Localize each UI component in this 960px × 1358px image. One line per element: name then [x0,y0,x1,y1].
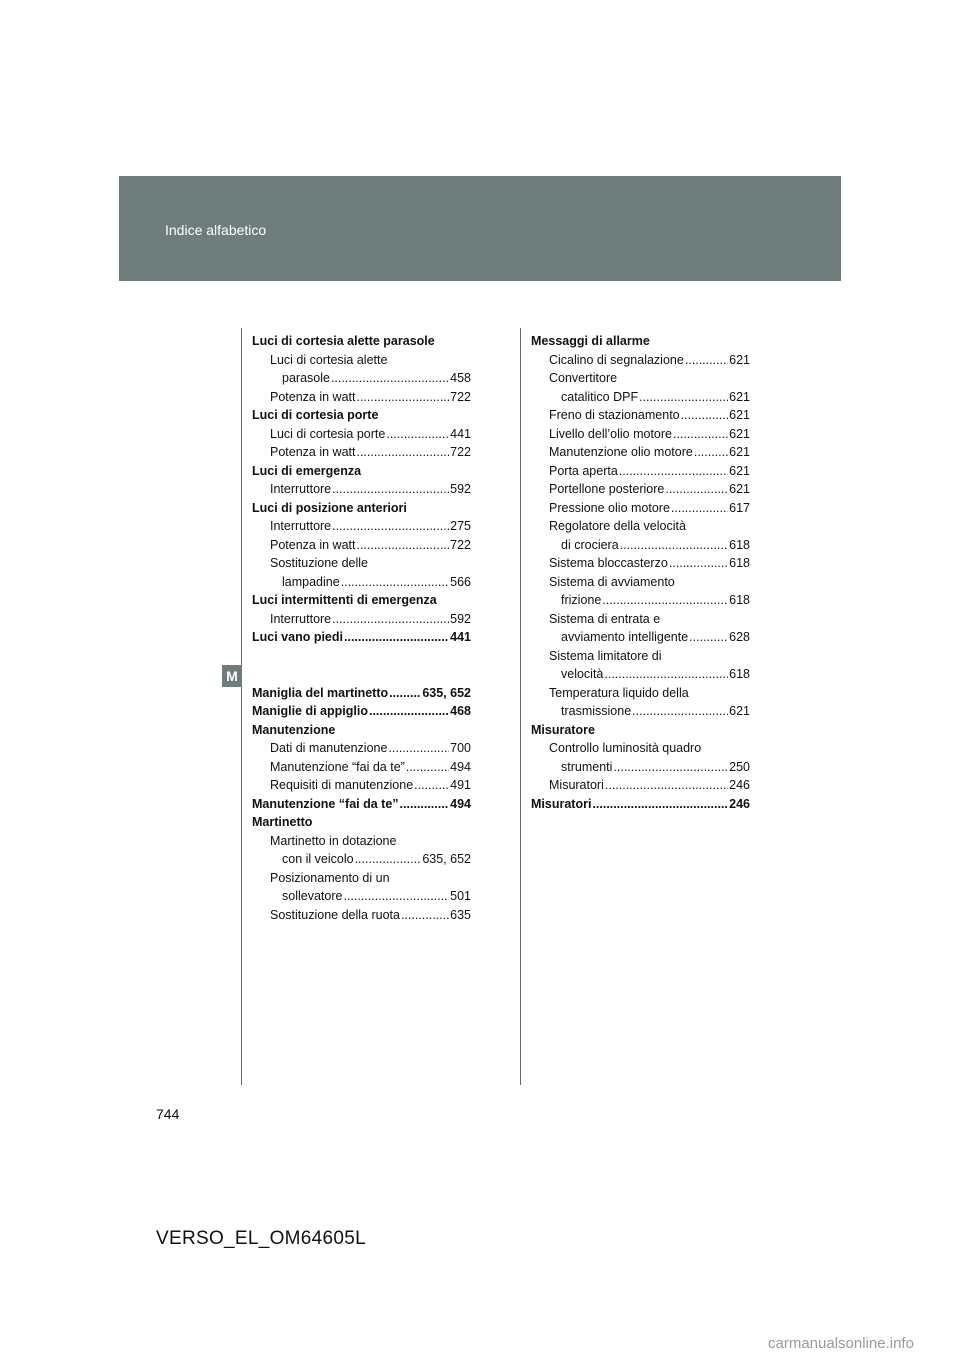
index-heading [252,684,471,703]
entry-label: Potenza in watt [270,445,356,459]
entry-label: sollevatore [282,889,343,903]
entry-label: Misuratori [531,796,592,811]
page-reference: 494 [450,796,471,811]
entry-label: Interruttore [270,519,332,533]
column-divider-right [520,328,521,1085]
index-subentry: Sistema di entrata e [549,611,661,626]
spacer [252,665,471,684]
page-header [119,176,841,281]
entry-label: Manutenzione “fai da te” [270,759,405,774]
entry-label: catalitico DPF [561,389,639,404]
entry-label: Maniglie di appiglio [252,704,368,718]
page-reference: 621 [729,352,750,367]
page-reference: 621 [729,463,750,478]
index-subentry [531,443,750,462]
index-heading [531,795,750,814]
page-reference: 617 [729,500,750,515]
entry-label: trasmissione [561,704,632,718]
entry-label: di crociera [561,537,619,552]
page-reference: 246 [729,796,750,811]
page-reference: 722 [450,389,471,404]
index-heading: Luci di posizione anteriori [252,500,407,515]
page-reference: 566 [450,574,471,589]
page-reference: 635 [450,907,471,922]
leader-dots [400,795,450,814]
column-divider-left [241,328,242,1085]
page-reference: 246 [729,778,750,792]
leader-dots [602,591,728,610]
entry-label: Potenza in watt [270,389,356,404]
index-column-right [531,332,750,813]
page-reference: 618 [729,593,750,607]
page-reference: 494 [450,759,471,774]
leader-dots [605,776,728,795]
leader-dots [673,425,728,444]
leader-dots [620,536,728,555]
index-subentry [252,443,471,462]
page-reference: 618 [729,556,750,570]
page-reference: 250 [729,759,750,774]
page-reference: 722 [450,445,471,459]
index-subentry [531,536,750,555]
index-subentry [252,758,471,777]
leader-dots [332,517,449,536]
leader-dots [632,702,728,721]
entry-label: Sostituzione della ruota [270,907,400,922]
index-subentry [531,665,750,684]
entry-label: Sistema bloccasterzo [549,556,668,570]
entry-label: Freno di stazionamento [549,408,680,422]
entry-label: Pressione olio motore [549,500,670,515]
index-heading: Luci di cortesia alette parasole [252,334,435,348]
entry-label: Potenza in watt [270,537,356,552]
index-subentry [252,610,471,629]
index-subentry [531,388,750,407]
index-subentry [531,425,750,444]
entry-label: Luci vano piedi [252,630,343,644]
leader-dots [671,499,728,518]
leader-dots [681,406,729,425]
page-reference: 468 [450,704,471,718]
index-subentry [252,536,471,555]
entry-label: lampadine [282,574,340,589]
page-reference: 621 [729,445,750,459]
page-reference: 621 [729,408,750,422]
index-subentry [252,480,471,499]
index-subentry [252,425,471,444]
leader-dots [689,628,728,647]
index-subentry [531,591,750,610]
section-letter-tab: M [222,665,242,687]
page-reference: 628 [729,630,750,644]
entry-label: Misuratori [549,778,604,792]
index-subentry [252,369,471,388]
page-reference: 441 [450,630,471,644]
entry-label: Portellone posteriore [549,482,665,496]
index-subentry [531,499,750,518]
leader-dots [331,369,449,388]
entry-label: con il veicolo [282,852,354,866]
page-reference: 722 [450,537,471,552]
index-subentry [531,776,750,795]
leader-dots [356,388,449,407]
leader-dots [665,480,728,499]
page-reference: 491 [450,778,471,792]
leader-dots [613,758,728,777]
leader-dots [604,665,728,684]
index-subentry: Sostituzione delle [270,556,368,570]
leader-dots [344,628,449,647]
leader-dots [401,906,449,925]
entry-label: Dati di manutenzione [270,741,388,755]
page-reference: 275 [450,519,471,533]
index-heading: Messaggi di allarme [531,334,650,348]
entry-label: frizione [561,593,602,607]
page-reference: 621 [729,389,750,404]
index-heading: Luci di emergenza [252,463,362,478]
entry-label: Requisiti di manutenzione [270,778,414,792]
leader-dots [694,443,728,462]
entry-label: Manutenzione olio motore [549,445,693,459]
index-subentry: Regolatore della velocità [549,519,686,533]
page-reference: 441 [450,426,471,441]
header-title: Indice alfabetico [165,222,267,238]
entry-label: parasole [282,371,330,385]
index-heading: Martinetto [252,815,313,829]
page-reference: 592 [450,482,471,496]
index-heading: Manutenzione [252,722,336,737]
index-column-left [252,332,471,924]
index-subentry [252,906,471,925]
page-reference: 621 [729,704,750,718]
leader-dots [386,425,449,444]
entry-label: Interruttore [270,611,332,626]
leader-dots [639,388,728,407]
index-subentry: Controllo luminosità quadro [549,741,702,755]
index-subentry [252,573,471,592]
leader-dots [356,536,449,555]
index-subentry [252,887,471,906]
entry-label: Porta aperta [549,463,618,478]
leader-dots [389,684,421,703]
index-subentry [252,850,471,869]
page-reference: 618 [729,537,750,552]
index-subentry [252,776,471,795]
index-heading [252,628,471,647]
index-heading: Luci di cortesia porte [252,408,379,422]
index-subentry [531,480,750,499]
index-subentry [531,351,750,370]
leader-dots [332,480,449,499]
entry-label: Livello dell’olio motore [549,426,672,441]
index-heading [252,795,471,814]
watermark: carmanualsonline.info [768,1335,914,1352]
page-reference: 635, 652 [422,685,471,700]
index-heading: Misuratore [531,722,595,737]
entry-label: avviamento intelligente [561,630,689,644]
page-reference: 635, 652 [422,852,471,866]
leader-dots [592,795,728,814]
leader-dots [355,850,422,869]
index-subentry: Sistema di avviamento [549,574,675,589]
index-subentry: Convertitore [549,371,618,385]
document-code: VERSO_EL_OM64605L [156,1228,366,1249]
page-reference: 458 [450,371,471,385]
leader-dots [619,462,728,481]
index-subentry [531,702,750,721]
entry-label: Luci di cortesia porte [270,426,386,441]
leader-dots [356,443,449,462]
leader-dots [332,610,449,629]
page-reference: 501 [450,889,471,903]
page-reference: 618 [729,667,750,681]
index-subentry [252,739,471,758]
index-subentry: Posizionamento di un [270,870,390,885]
index-subentry [531,406,750,425]
index-subentry [531,554,750,573]
index-subentry [531,758,750,777]
index-subentry: Luci di cortesia alette [270,352,388,367]
leader-dots [406,758,449,777]
page-reference: 700 [450,741,471,755]
index-heading: Luci intermittenti di emergenza [252,593,437,607]
index-subentry [252,388,471,407]
entry-label: Interruttore [270,482,332,496]
leader-dots [388,739,449,758]
leader-dots [369,702,449,721]
entry-label: strumenti [561,759,613,774]
page-reference: 621 [729,482,750,496]
leader-dots [669,554,728,573]
entry-label: Cicalino di segnalazione [549,352,684,367]
leader-dots [414,776,449,795]
entry-label: Maniglia del martinetto [252,685,389,700]
page-number: 744 [156,1106,180,1122]
entry-label: Manutenzione “fai da te” [252,796,399,811]
leader-dots [685,351,728,370]
index-subentry: Temperatura liquido della [549,685,689,700]
page-reference: 592 [450,611,471,626]
index-subentry: Martinetto in dotazione [270,833,397,848]
index-subentry [531,628,750,647]
index-subentry [252,517,471,536]
leader-dots [341,573,449,592]
entry-label: velocità [561,667,604,681]
index-subentry: Sistema limitatore di [549,648,662,663]
index-heading [252,702,471,721]
leader-dots [343,887,449,906]
spacer [252,647,471,666]
page-reference: 621 [729,426,750,441]
index-subentry [531,462,750,481]
